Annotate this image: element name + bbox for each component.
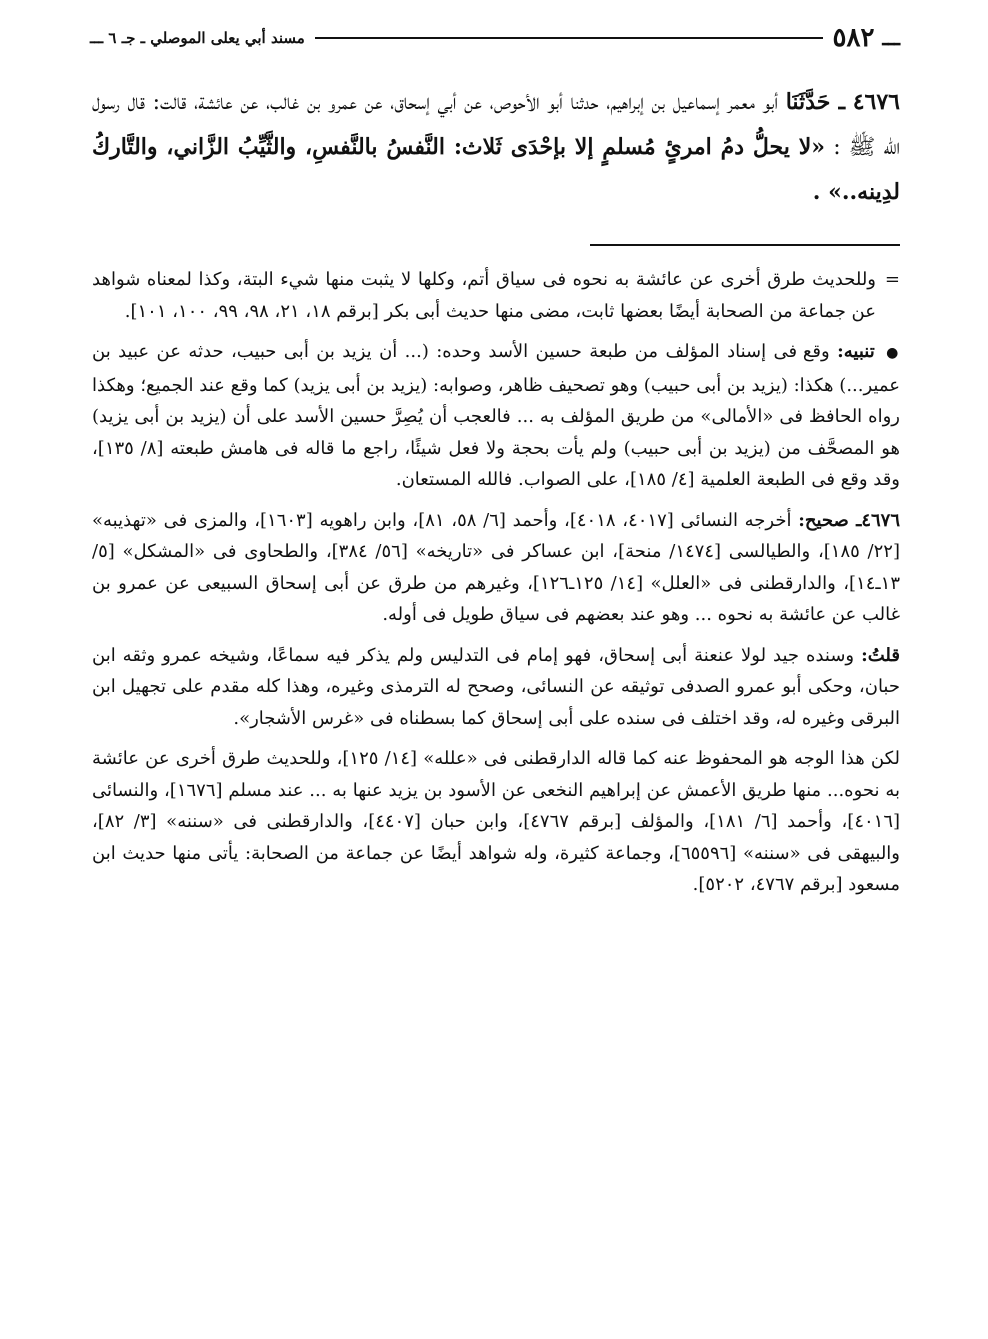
header-dash: ـــ	[882, 26, 900, 50]
qultu-note	[92, 640, 900, 735]
tanbih-label: تنبيه:	[837, 341, 875, 362]
takhrij-label: ٤٦٧٦ـ صحيح:	[798, 509, 901, 531]
takhrij-note	[92, 505, 900, 631]
continuation-mark: =	[884, 269, 900, 290]
hadith-matn: «لا يحلُّ دمُ امرئٍ مُسلمٍ إلا بإحْدَى ثَلاث: النَّفسُ بالنَّفسِ، والثَّيِّبُ الزَّاني، والتَّاركُ لدِينه..» .	[92, 134, 900, 205]
running-title: مسند أبي يعلى الموصلي ـ جـ ٦ ـــ	[90, 29, 305, 47]
hadith-isnad: أبو معمر إسماعيل بن إبراهيم، حدثنا أبو الأحوص، عن أبي إسحاق، عن عمرو بن غالب، عن عائشة، قالت: قال رسول الله ﷺ :	[92, 90, 900, 160]
tanbih-text: وقع فى إسناد المؤلف من طبعة حسين الأسد وحده: (... أن يزيد بن أبى حبيب، حدثه عن عبيد بن عمير...) هكذا: (يزيد بن أبى حبيب) وهو تصحيف ظاهر، وصوابه: (يزيد بن أبى يزيد) كما وقع عند الجميع؛ وهكذا رواه الحافظ فى «الأمالى» من طريق المؤلف به ... فالعجب أن يُصِرَّ حسين الأسد على أن (يزيد بن أبى يزيد) هو المصحَّف من (يزيد بن أبى حبيب) ولم يأت بحجة ولا فعل شيئًا، راجع ما قاله فى هامش طبعته [٨/ ١٣٥]، وقد وقع فى الطبعة العلمية [٤/ ١٨٥]، على الصواب. فالله المستعان.	[92, 341, 901, 490]
main-hadith	[92, 80, 900, 215]
continuation-text: وللحديث طرق أخرى عن عائشة به نحوه فى سياق أتم، وكلها لا يثبت منها شيء البتة، وكذا لمعناه شواهد عن جماعة من الصحابة أيضًا بعضها ثابت، مضى منها حديث أبى بكر [برقم ١٨، ٢١، ٩٨، ٩٩، ١٠٠، ١٠١].	[92, 269, 876, 322]
page-header	[90, 20, 900, 56]
lakin-text: لكن هذا الوجه هو المحفوظ عنه كما قاله الدارقطنى فى «علله» [١٤/ ١٢٥]، وللحديث طرق أخرى عن عائشة به نحوه... منها طريق الأعمش عن إبراهيم النخعى عن الأسود بن يزيد عنها به ... عند مسلم [١٦٧٦]، والنسائى [٤٠١٦]، وأحمد [٦/ ١٨١]، والمؤلف [برقم ٤٧٦٧]، وابن حبان [٤٤٠٧]، والدارقطنى فى «سننه» [٣/ ٨٢]، والبيهقى فى «سننه» [٦٥٥٩٦]، وجماعة كثيرة، وله شواهد أيضًا عن جماعة من الصحابة: يأتى منها حديث ابن مسعود [برقم ٤٧٦٧، ٥٢٠٢].	[92, 748, 901, 895]
qultu-label: قلتُ:	[861, 644, 900, 666]
lakin-note	[92, 743, 900, 901]
takhrij-text: أخرجه النسائى [٤٠١٧، ٤٠١٨]، وأحمد [٦/ ٥٨، ٨١]، وابن راهويه [١٦٠٣]، والمزى فى «تهذيبه» [٢٢/ ١٨٥]، والطيالسى [١٤٧٤/ منحة]، ابن عساكر فى «تاريخه» [٥٦/ ٣٨٤]، والطحاوى فى «المشكل» [٥/ ١٣ـ١٤]، والدارقطنى فى «العلل» [١٤/ ١٢٥ـ١٢٦]، وغيرهم من طرق عن أبى إسحاق السبيعى عن عمرو بن غالب عن عائشة به نحوه ... وهو عند بعضهم فى سياق طويل فى أوله.	[92, 509, 901, 625]
hadith-lead: ـ حَدَّثَنَا	[785, 89, 846, 115]
tanbih-note	[92, 336, 900, 496]
page-number: ٥٨٢	[832, 23, 875, 53]
hadith-number: ٤٦٧٦	[852, 89, 900, 115]
bullet-icon: ●	[886, 345, 900, 361]
footnote-continuation	[92, 264, 900, 327]
footnotes	[92, 264, 900, 910]
qultu-text: وسنده جيد لولا عنعنة أبى إسحاق، فهو إمام فى التدليس ولم يذكر فيه سماعًا، وشيخه عمرو وثقه ابن حبان، وحكى أبو عمرو الصدفى توثيقه عن النسائى، وصحح له الترمذى وغيره، وهذا كله مقدم على تجهيل ابن البرقى وغيره له، وقد اختلف فى سنده على أبى إسحاق كما بسطناه فى «غرس الأشجار».	[92, 644, 900, 729]
footnote-separator	[590, 244, 900, 246]
header-rule	[315, 37, 823, 39]
